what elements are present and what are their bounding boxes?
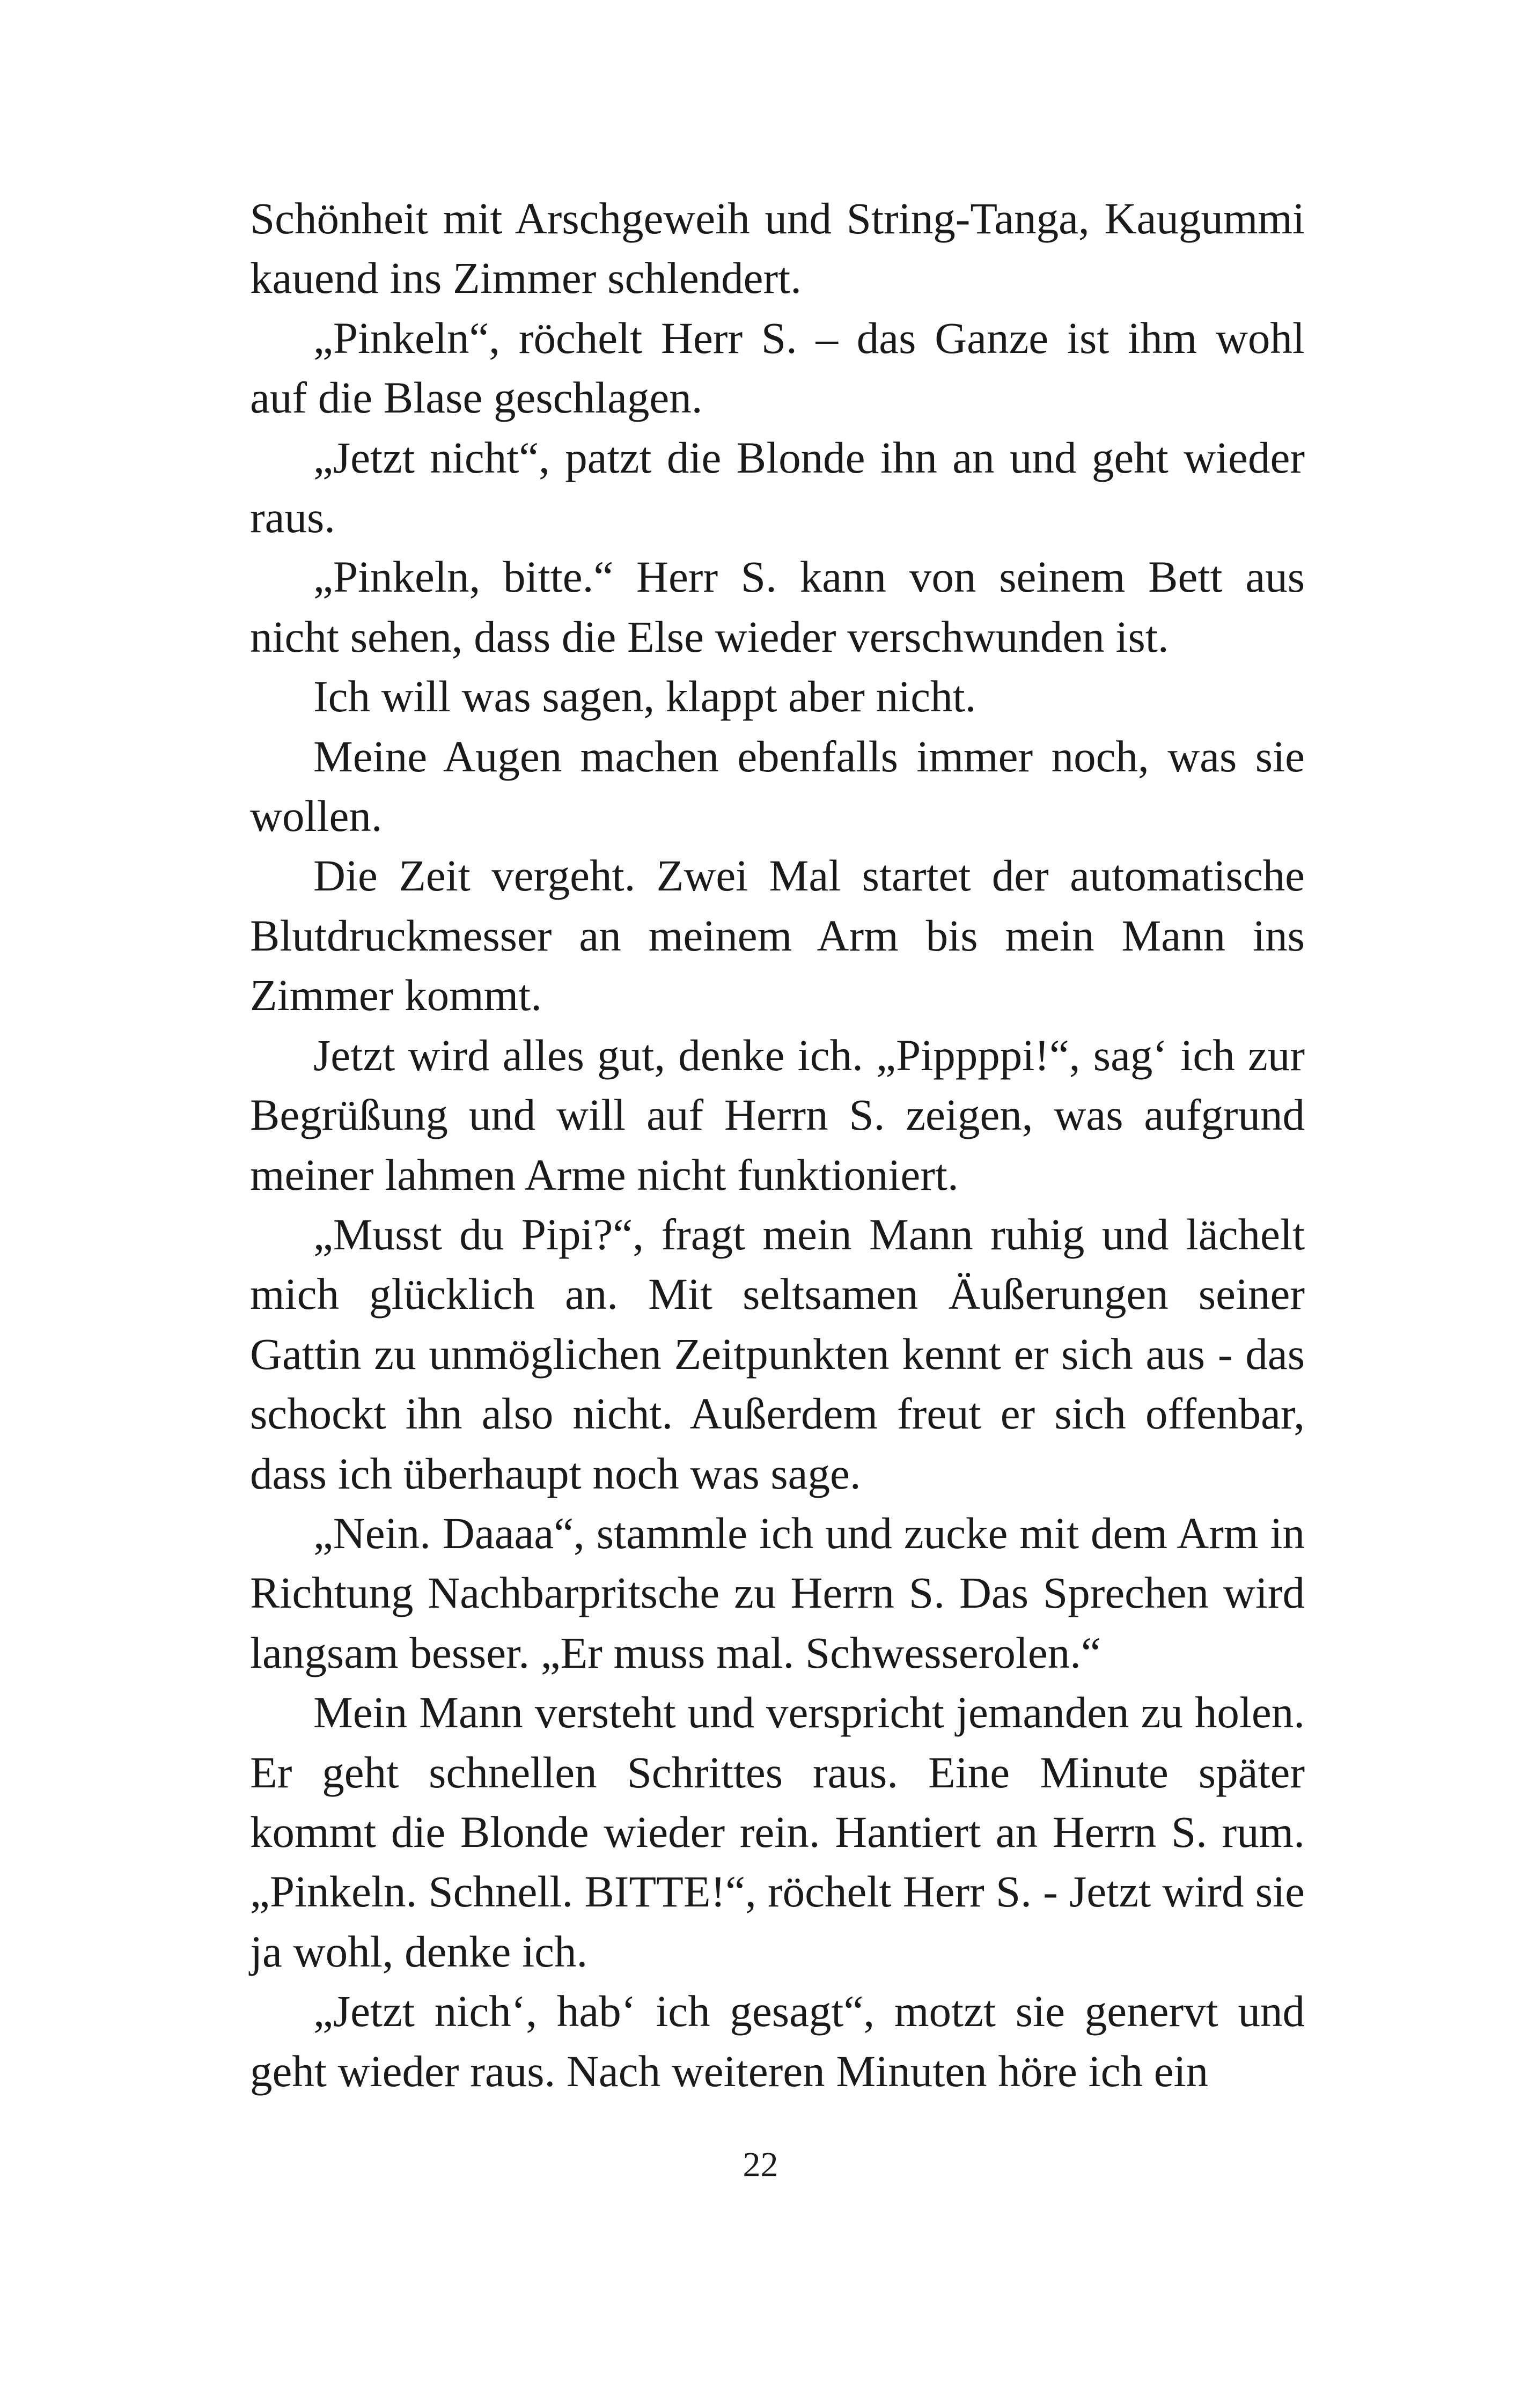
paragraph: Jetzt wird alles gut, denke ich. „Pippppi!“, sag‘ ich zur Begrüßung und will auf Herrn S. zeigen, was aufgrund meiner lahmen Arme nicht funktioniert. (250, 1030, 1305, 1199)
paragraph: Meine Augen machen ebenfalls immer noch, was sie wollen. (250, 731, 1305, 841)
paragraph: „Jetzt nicht“, patzt die Blonde ihn an und geht wieder raus. (250, 432, 1305, 542)
body-text (250, 189, 1305, 2101)
paragraph: Ich will was sagen, klappt aber nicht. (313, 672, 976, 721)
paragraph: „Pinkeln, bitte.“ Herr S. kann von seinem Bett aus nicht sehen, dass die Else wieder verschwunden ist. (250, 552, 1305, 661)
paragraph: Schönheit mit Arschgeweih und String-Tanga, Kaugummi kauend ins Zimmer schlendert. (250, 194, 1305, 303)
paragraph: „Musst du Pipi?“, fragt mein Mann ruhig und lächelt mich glücklich an. Mit seltsamen Äußerungen seiner Gattin zu unmöglichen Zeitpunkten kennt er sich aus - das schockt ihn also nicht. Außerdem freut er sich offenbar, dass ich überhaupt noch was sage. (250, 1209, 1305, 1498)
paragraph: Die Zeit vergeht. Zwei Mal startet der automatische Blutdruckmesser an meinem Arm bis mein Mann ins Zimmer kommt. (250, 851, 1305, 1020)
page-number: 22 (743, 2145, 778, 2184)
paragraph: „Nein. Daaaa“, stammle ich und zucke mit dem Arm in Richtung Nachbarpritsche zu Herrn S. Das Sprechen wird langsam besser. „Er muss mal. Schwesserolen.“ (250, 1508, 1305, 1677)
paragraph: Mein Mann versteht und verspricht jemanden zu holen. Er geht schnellen Schrittes raus. Eine Minute später kommt die Blonde wieder rein. Hantiert an Herrn S. rum. „Pinkeln. Schnell. BITTE!“, röchelt Herr S. - Jetzt wird sie ja wohl, denke ich. (250, 1688, 1305, 1976)
paragraph: „Jetzt nich‘, hab‘ ich gesagt“, motzt sie genervt und geht wieder raus. Nach weiteren Minuten höre ich ein (250, 1986, 1305, 2096)
paragraph: „Pinkeln“, röchelt Herr S. – das Ganze ist ihm wohl auf die Blase geschlagen. (250, 313, 1305, 423)
